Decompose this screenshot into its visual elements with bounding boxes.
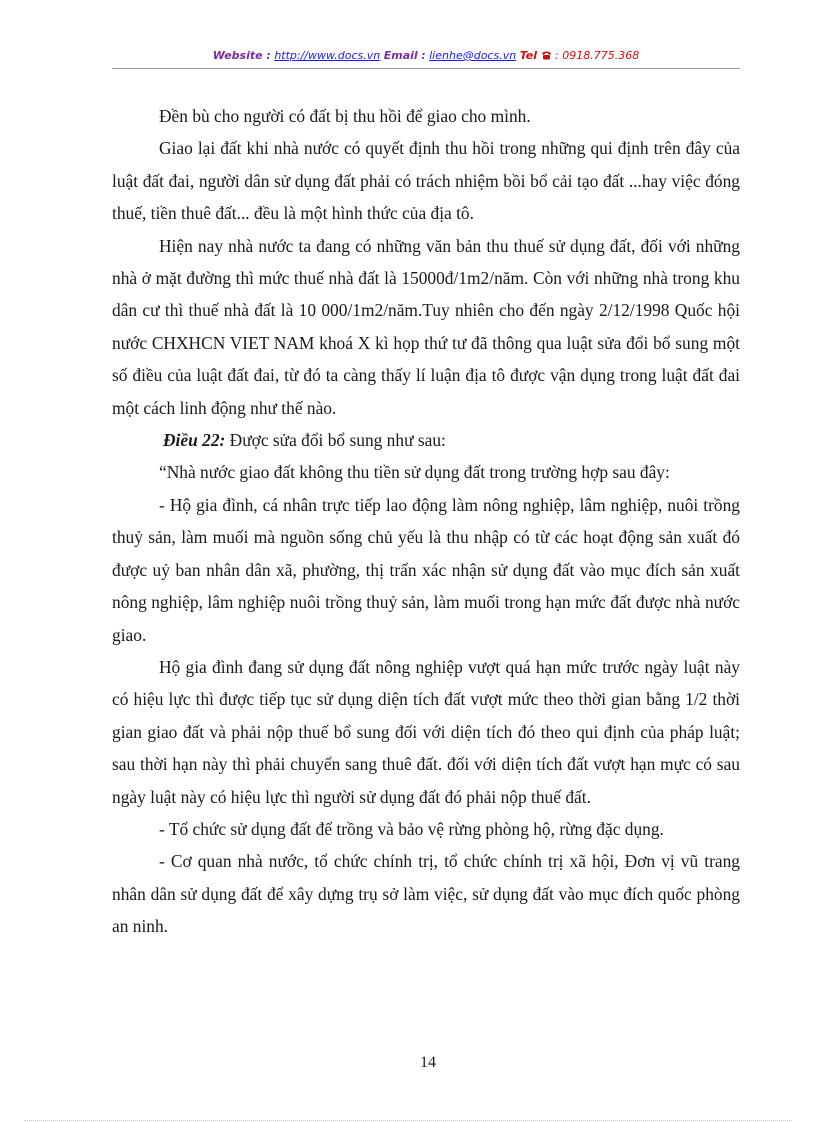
page-header xyxy=(112,49,740,67)
article-text: Được sửa đổi bổ sung như sau: xyxy=(225,430,446,451)
tel-number: : 0918.775.368 xyxy=(555,49,640,62)
bullet-paragraph: - Tổ chức sử dụng đất để trồng và bảo vệ rừng phòng hộ, rừng đặc dụng. xyxy=(159,818,664,839)
bullet-paragraph: - Hộ gia đình, cá nhân trực tiếp lao động làm nông nghiệp, lâm nghiệp, nuôi trồng thuỷ sản, làm muối mà nguồn sống chủ yếu là thu nhập có từ các hoạt động sản xuất đó được uỷ ban nhân dân xã, phường, thị trấn xác nhận sử dụng đất vào mục đích sản xuất nông nghiệp, lâm nghiệp nuôi trồng thuỷ sản, làm muối trong hạn mức đất được nhà nước giao. xyxy=(112,494,740,645)
page-bottom-border xyxy=(24,1120,792,1121)
page-number: 14 xyxy=(420,1054,436,1071)
bullet-paragraph: - Cơ quan nhà nước, tổ chức chính trị, tổ chức chính trị xã hội, Đơn vị vũ trang nhân dân sử dụng đất để xây dựng trụ sở làm việc, sử dụng đất vào mục đích quốc phòng an ninh. xyxy=(112,851,740,937)
email-separator: : xyxy=(421,49,426,62)
email-label: Email xyxy=(383,49,418,62)
tel-label: Tel xyxy=(519,49,538,62)
document-body xyxy=(112,100,740,943)
paragraph: Giao lại đất khi nhà nước có quyết định thu hồi trong những qui định trên đây của luật đất đai, người dân sử dụng đất phải có trách nhiệm bồi bổ cải tạo đất ...hay việc đóng thuế, tiền thuê đất... đều là một hình thức của địa tô. xyxy=(112,138,740,224)
paragraph: Hộ gia đình đang sử dụng đất nông nghiệp vượt quá hạn mức trước ngày luật này có hiệu lực thì được tiếp tục sử dụng diện tích đất vượt mức theo thời gian bằng 1/2 thời gian giao đất và phải nộp thuế bổ sung đối với diện tích đó theo qui định của pháp luật; sau thời hạn này thì phải chuyển sang thuê đất. đối với diện tích đất vượt hạn mực có sau ngày luật này có hiệu lực thì người sử dụng đất đó phải nộp thuế đất. xyxy=(112,656,740,807)
website-label: Website : xyxy=(212,49,271,62)
website-link[interactable]: http://www.docs.vn xyxy=(274,49,381,62)
header-divider xyxy=(112,68,740,69)
email-link[interactable]: lienhe@docs.vn xyxy=(429,49,517,62)
phone-icon xyxy=(541,49,556,62)
paragraph: Hiện nay nhà nước ta đang có những văn bản thu thuế sử dụng đất, đối với những nhà ở mặt đường thì mức thuế nhà đất là 15000đ/1m2/năm. Còn với những nhà trong khu dân cư thì thuế nhà đất là 10 000/1m2/năm.Tuy nhiên cho đến ngày 2/12/1998 Quốc hội nước CHXHCN VIET NAM khoá X kì họp thứ tư đã thông qua luật sửa đổi bổ sung một số điều của luật đất đai, từ đó ta càng thấy lí luận địa tô được vận dụng trong luật đất đai một cách linh động như thế nào. xyxy=(112,235,740,418)
paragraph: Đền bù cho người có đất bị thu hồi để giao cho mình. xyxy=(159,106,531,126)
article-label: Điều 22: xyxy=(163,430,226,451)
paragraph: “Nhà nước giao đất không thu tiền sử dụng đất trong trường hợp sau đây: xyxy=(159,462,670,483)
article-paragraph xyxy=(112,424,740,456)
